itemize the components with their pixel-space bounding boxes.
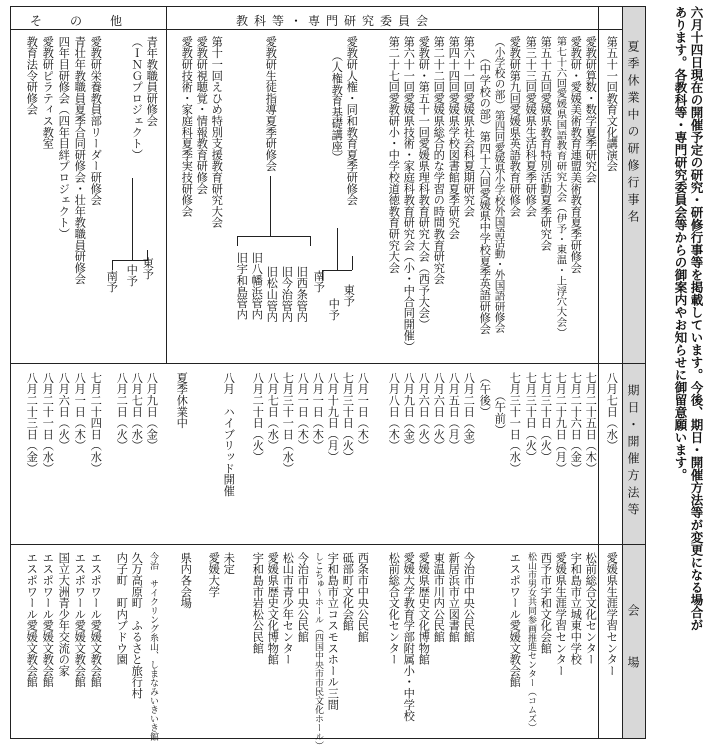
- event-date: 七月二十六日（金）: [569, 372, 583, 474]
- event-date: 八月一日（木）: [356, 372, 370, 452]
- event-venue: 愛媛県生涯学習センター: [605, 552, 619, 677]
- event-venue: 松山市青少年センター: [281, 552, 295, 665]
- event-date: 八月二十日（火）: [251, 372, 265, 463]
- district-label: 旧西条管内: [295, 266, 309, 323]
- event-venue: 国立大洲青少年交流の家: [57, 552, 71, 677]
- notice-line-2: あります。各教科等・専門研究委員会等からの御案内やお知らせに御留意願います。: [673, 6, 688, 481]
- event-date: 七月三十一日（水）: [281, 372, 295, 474]
- event-name: 第五十五回愛媛県教育特別活動夏季研究会: [539, 36, 553, 251]
- event-venue: 愛媛大学: [207, 552, 221, 598]
- event-date: 八月十九日（月）: [326, 372, 340, 463]
- event-date: 八月七日（水）: [605, 372, 619, 452]
- event-date: 七月二十四日（水）: [89, 372, 103, 474]
- event-venue: 愛媛県歴史文化博物館: [266, 552, 280, 665]
- event-venue: 松前総合文化センター: [387, 552, 401, 665]
- district-label: 旧松山管内: [265, 266, 279, 323]
- event-name: 青年教職員研修会: [145, 36, 159, 127]
- region-label: 中予: [327, 298, 341, 321]
- event-date: 七月三十日（火）: [524, 372, 538, 463]
- event-name: 愛教研人権・同和教育夏季研修会: [345, 36, 359, 206]
- event-name: 愛教研・第五十一回愛媛県理科教育研究大会（西予大会）: [417, 36, 431, 330]
- event-date: 八月二日（火）: [115, 372, 129, 452]
- event-name: 愛教研技術・家庭科夏季実技研修会: [180, 36, 194, 217]
- event-name: 愛教研栄養教員部リーダー研修会: [89, 36, 103, 206]
- event-name: 愛教研視聴覚・情報教育研修会: [195, 36, 209, 195]
- event-date: 八月二十一日（水）: [41, 372, 55, 474]
- event-venue: 西予市宇和文化会館: [539, 552, 553, 654]
- event-date: 八月六日（火）: [432, 372, 446, 452]
- event-venue: エスポワール愛媛文教会館: [508, 552, 522, 688]
- event-venue: エスポワール愛媛文教会館: [73, 552, 87, 688]
- district-label: 旧宇和島管内: [235, 252, 249, 320]
- event-venue: エスポワール愛媛文教会館: [89, 552, 103, 688]
- event-venue: 新居浜市立図書館: [447, 552, 461, 643]
- event-date: 八月一日（木）: [73, 372, 87, 452]
- event-name: 第四十四回愛媛県学校図書館夏季研究会: [447, 36, 461, 240]
- event-date: 八月九日（金）: [145, 372, 159, 452]
- divider-date-venue: [11, 544, 645, 545]
- region-label: 東予: [141, 257, 155, 280]
- bracket-line: [112, 260, 113, 270]
- divider-header: [622, 7, 623, 738]
- event-date: 八月一日（木）: [296, 372, 310, 452]
- event-venue: 砥部町文化会館: [341, 552, 355, 632]
- event-name: 教育法令研修会: [25, 36, 39, 116]
- event-name: （人権教育基礎講座）: [330, 50, 344, 163]
- event-date: 七月二十九日（月）: [554, 372, 568, 474]
- event-venue: 西条市中央公民館: [356, 552, 370, 643]
- event-name: （中学校の部）第四十六回愛媛県中学校夏季英語研修会: [478, 52, 492, 335]
- district-label: 旧今治管内: [280, 266, 294, 323]
- event-date: 八月 ハイブリッド開催: [222, 372, 236, 497]
- event-name: 愛教研ピラティス教室: [41, 36, 55, 149]
- event-date: 七月二十五日（木）: [584, 372, 598, 474]
- event-venue: 松山市男女共同参画推進センター（コムズ）: [526, 552, 536, 732]
- event-venue: 松前総合文化センター: [584, 552, 598, 665]
- event-date: 七月三十一日（水）: [508, 372, 522, 474]
- header-date: 期日・開催方法等: [626, 384, 640, 520]
- event-name: 第七十六回愛媛県国語教育研究大会（伊予・東温・上浮穴大会）: [554, 36, 567, 338]
- event-date: （午後）: [478, 372, 492, 418]
- event-date: 夏季休業中: [175, 372, 189, 429]
- event-venue: 今治市中央公民館: [296, 552, 310, 643]
- event-venue: 愛媛大学教育学部附属小・中学校: [402, 552, 416, 722]
- group-header-bottom: [11, 29, 622, 30]
- event-date: 八月七日（水）: [266, 372, 280, 452]
- region-label: 南予: [105, 270, 119, 293]
- event-name: 愛教研第九回愛媛県英語教育研修会: [508, 36, 522, 217]
- event-date: 八月一日（木）: [311, 372, 325, 452]
- divider-group: [166, 7, 167, 363]
- event-name: 第六十一回愛媛県社会科夏期研究会: [462, 36, 476, 217]
- event-name: 青壮年教職員夏季合同研修会・壮年教職員研修会: [73, 36, 87, 285]
- event-date: （午前）: [493, 390, 507, 436]
- event-date: 八月六日（火）: [417, 372, 431, 452]
- event-name: 四年目研修会（四年目絆プロジェクト）: [57, 36, 71, 240]
- event-venue: 未定: [222, 552, 236, 575]
- event-venue: 東温市川内公民館: [432, 552, 446, 643]
- event-date: 八月五日（月）: [447, 372, 461, 452]
- event-name: 第十一回えひめ特別支援教育研究大会: [210, 36, 224, 229]
- bracket-line: [310, 236, 311, 246]
- group-other-title: その他: [30, 14, 151, 28]
- header-venue: 会場: [626, 604, 640, 708]
- bracket-line: [270, 176, 271, 236]
- event-name: 愛教研算数・数学夏季研究会: [584, 36, 598, 183]
- event-name: （ＩＮＧプロジェクト）: [130, 36, 144, 161]
- divider-lecture: [598, 7, 599, 738]
- event-venue: 愛媛県生涯学習センター: [554, 552, 568, 677]
- event-date: 八月七日（水）: [130, 372, 144, 452]
- event-venue: 久万高原町 ふるさと旅行村: [130, 552, 144, 699]
- event-venue: 今治 サイクリング糸山、しまなみいきいき館: [148, 552, 158, 741]
- notice-line-1: 六月十四日現在の開催予定の研究・研修行事等を掲載しています。今後、期日・開催方法等が変更になる場合が: [689, 6, 704, 631]
- event-name: 愛教研・愛媛美術教育連盟美術教育夏季研修会: [569, 36, 583, 274]
- event-date: 八月二日（金）: [462, 372, 476, 452]
- event-venue: 愛媛県歴史文化博物館: [417, 552, 431, 665]
- event-venue: 宇和島市岩松公民館: [251, 552, 265, 654]
- event-venue: 今治市中央公民館: [462, 552, 476, 643]
- group-main-title: 教科等・専門研究委員会: [236, 14, 435, 28]
- bracket-line: [322, 270, 352, 271]
- event-date: 七月三十日（火）: [341, 372, 355, 463]
- event-venue: エスポワール愛媛文教会館: [25, 552, 39, 688]
- divider-event-date: [11, 363, 645, 364]
- event-name: （小学校の部）第四回愛媛県小学校外国語活動・外国語研修会: [493, 36, 506, 333]
- district-label: 旧八幡浜管内: [250, 252, 264, 320]
- event-date: 七月三十日（火）: [539, 372, 553, 463]
- event-date: 八月九日（金）: [402, 372, 416, 452]
- event-venue: 宇和島市立城東中学校: [569, 552, 583, 665]
- event-venue: 内子町 町内ブドウ園: [115, 552, 129, 665]
- event-date: 八月八日（木）: [387, 372, 401, 452]
- bracket-line: [237, 236, 311, 237]
- event-date: 八月六日（火）: [57, 372, 71, 452]
- region-label: 中予: [125, 264, 139, 287]
- region-label: 東予: [342, 284, 356, 307]
- event-name: 第二十二回愛媛県総合的な学習の時間教育研究会: [432, 36, 446, 285]
- event-venue: しこちゅ～ホール（四国中央市市民文化ホール）: [313, 552, 323, 750]
- region-label: 南予: [312, 270, 326, 293]
- event-name: 第二十七回愛教研小・中学校道徳教育研究大会: [387, 36, 401, 274]
- bracket-line: [237, 236, 238, 246]
- event-venue: 県内各会場: [179, 552, 193, 609]
- header-event: 夏季休業中の研修行事名: [626, 40, 640, 227]
- event-venue: 宇和島市立コスモスホール三間: [326, 552, 340, 711]
- event-name: 第六十一回愛媛県技術・家庭科教育研究会（小・中合同開催）: [402, 36, 416, 353]
- bracket-line: [352, 256, 353, 270]
- bracket-line: [132, 178, 133, 260]
- event-date: 八月二十三日（金）: [25, 372, 39, 474]
- bracket-line: [337, 228, 338, 270]
- event-name: 第三十三回愛媛県生活科夏季研修会: [524, 36, 538, 217]
- event-name: 第五十一回教育文化講演会: [605, 36, 619, 172]
- event-venue: エスポワール愛媛文教会館: [41, 552, 55, 688]
- event-name: 愛教研生徒指導夏季研修会: [264, 36, 278, 172]
